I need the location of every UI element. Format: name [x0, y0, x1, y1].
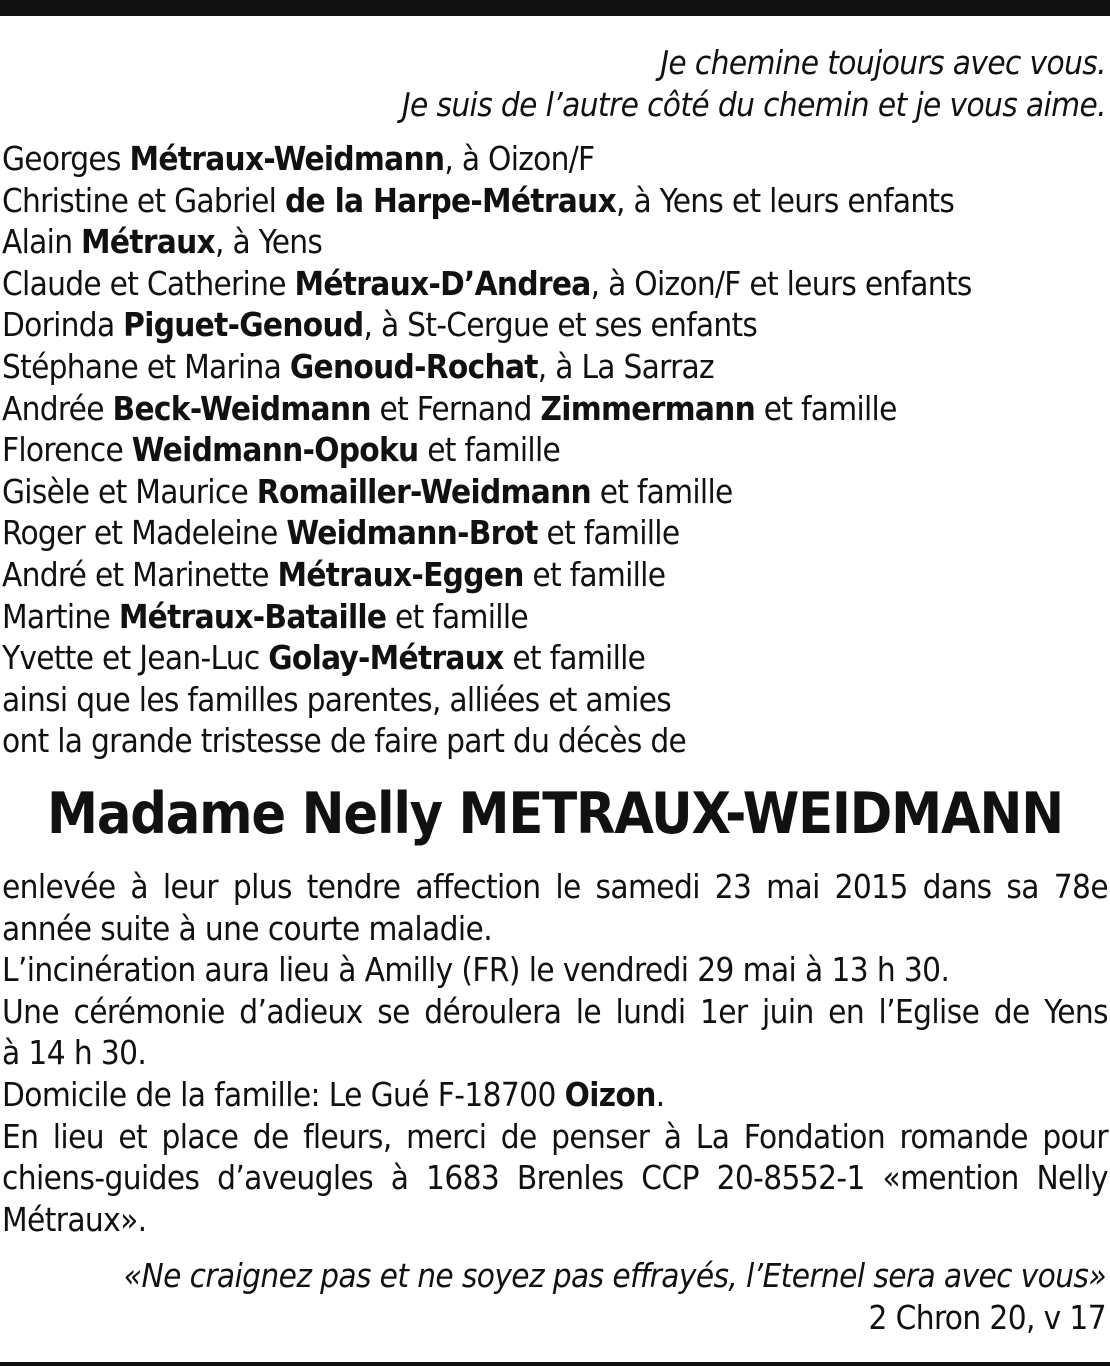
body-line: En lieu et place de fleurs, merci de penser à La Fondation romande pour [2, 1116, 1108, 1156]
family-location: et famille [537, 513, 680, 553]
family-surname: Métraux-Eggen [277, 554, 524, 594]
domicile-line [2, 1074, 1108, 1116]
family-surname: de la Harpe-Métraux [284, 180, 617, 220]
family-location: , à Yens et leurs enfants [616, 180, 955, 220]
body-line: L’incinération aura lieu à Amilly (FR) le vendredi 29 mai à 13 h 30. [2, 950, 950, 990]
family-location: et famille [755, 388, 897, 428]
family-surname: Genoud-Rochat [289, 346, 538, 386]
family-location: , à Yens [215, 222, 323, 262]
family-surname: Métraux [81, 222, 215, 262]
family-connector: et Fernand [370, 388, 541, 428]
family-given-names: Roger et Madeleine [2, 513, 287, 553]
family-location: , à Oizon/F et leurs enfants [590, 263, 972, 303]
family-entry [2, 471, 1108, 513]
family-entry [2, 180, 1108, 222]
family-location: , à Oizon/F [444, 139, 595, 178]
family-surname: Métraux-Bataille [118, 596, 387, 636]
family-entry [2, 304, 1108, 346]
family-entry [2, 512, 1108, 554]
closing-line: ainsi que les familles parentes, alliées et amies [2, 679, 672, 719]
epigraph-line: Je chemine toujours avec vous. [660, 43, 1106, 82]
family-entry [2, 429, 1108, 471]
body-line: année suite à une courte maladie. [2, 908, 493, 948]
family-given-names: Claude et Catherine [2, 263, 295, 303]
body-line: enlevée à leur plus tendre affection le samedi 23 mai 2015 dans sa 78e [2, 867, 1108, 906]
family-given-names: Andrée [2, 388, 113, 428]
family-entry [2, 263, 1108, 305]
family-entry [2, 554, 1108, 596]
body-line: Métraux». [2, 1199, 147, 1239]
family-given-names: Dorinda [2, 305, 124, 345]
family-given-names: Alain [2, 222, 82, 262]
family-surname: Beck-Weidmann [112, 388, 371, 428]
family-surname: Weidmann-Opoku [131, 430, 419, 470]
domicile-punct: . [655, 1074, 665, 1114]
family-given-names: Christine et Gabriel [2, 180, 285, 220]
body-line: chiens-guides d’aveugles à 1683 Brenles CCP 20-8552-1 «mention Nelly [2, 1158, 1108, 1198]
family-surname: Métraux-Weidmann [129, 139, 445, 178]
family-surname: Métraux-D’Andrea [294, 263, 591, 303]
closing-line: ont la grande tristesse de faire part du décès de [2, 721, 687, 761]
family-location: et famille [386, 596, 528, 636]
announcement-body [2, 866, 1108, 1240]
family-location: , à La Sarraz [537, 346, 714, 386]
family-location: et famille [503, 638, 646, 678]
bible-reference: 2 Chron 20, v 17 [868, 1298, 1106, 1337]
family-location: et famille [590, 471, 733, 511]
family-surname: Piguet-Genoud [123, 305, 364, 345]
body-line: à 14 h 30. [2, 1033, 147, 1073]
family-entry [2, 637, 1108, 679]
family-given-names: Gisèle et Maurice [2, 471, 257, 511]
body-line: Une cérémonie d’adieux se déroulera le lundi 1er juin en l’Eglise de Yens [2, 991, 1108, 1031]
family-given-names: Yvette et Jean-Luc [2, 638, 269, 678]
family-given-names: Martine [2, 596, 119, 636]
family-surname: Weidmann-Brot [286, 513, 538, 553]
family-surname: Golay-Métraux [268, 638, 504, 678]
deceased-name: Madame Nelly METRAUX-WEIDMANN [47, 781, 1063, 847]
epigraph [6, 42, 1106, 126]
family-surname: Romailler-Weidmann [256, 471, 591, 511]
family-given-names: Florence [2, 430, 132, 470]
domicile-town: Oizon [564, 1074, 656, 1114]
family-surname: Zimmermann [540, 388, 756, 428]
bible-quote: «Ne craignez pas et ne soyez pas effrayés, l’Eternel sera avec vous» [123, 1256, 1106, 1295]
bottom-rule [0, 1362, 1110, 1366]
family-location: et famille [418, 430, 561, 470]
family-given-names: André et Marinette [2, 554, 278, 594]
family-entry [2, 221, 1108, 263]
family-list [2, 138, 1108, 762]
family-given-names: Georges [2, 139, 130, 178]
family-location: , à St-Cergue et ses enfants [363, 305, 758, 345]
family-location: et famille [523, 554, 666, 594]
family-given-names: Stéphane et Marina [2, 346, 290, 386]
family-entry [2, 388, 1108, 430]
family-entry [2, 346, 1108, 388]
family-entry [2, 138, 1108, 180]
family-entry [2, 596, 1108, 638]
top-rule [0, 0, 1110, 16]
epigraph-line: Je suis de l’autre côté du chemin et je vous aime. [401, 85, 1106, 124]
domicile-address: Domicile de la famille: Le Gué F-18700 [2, 1074, 565, 1114]
